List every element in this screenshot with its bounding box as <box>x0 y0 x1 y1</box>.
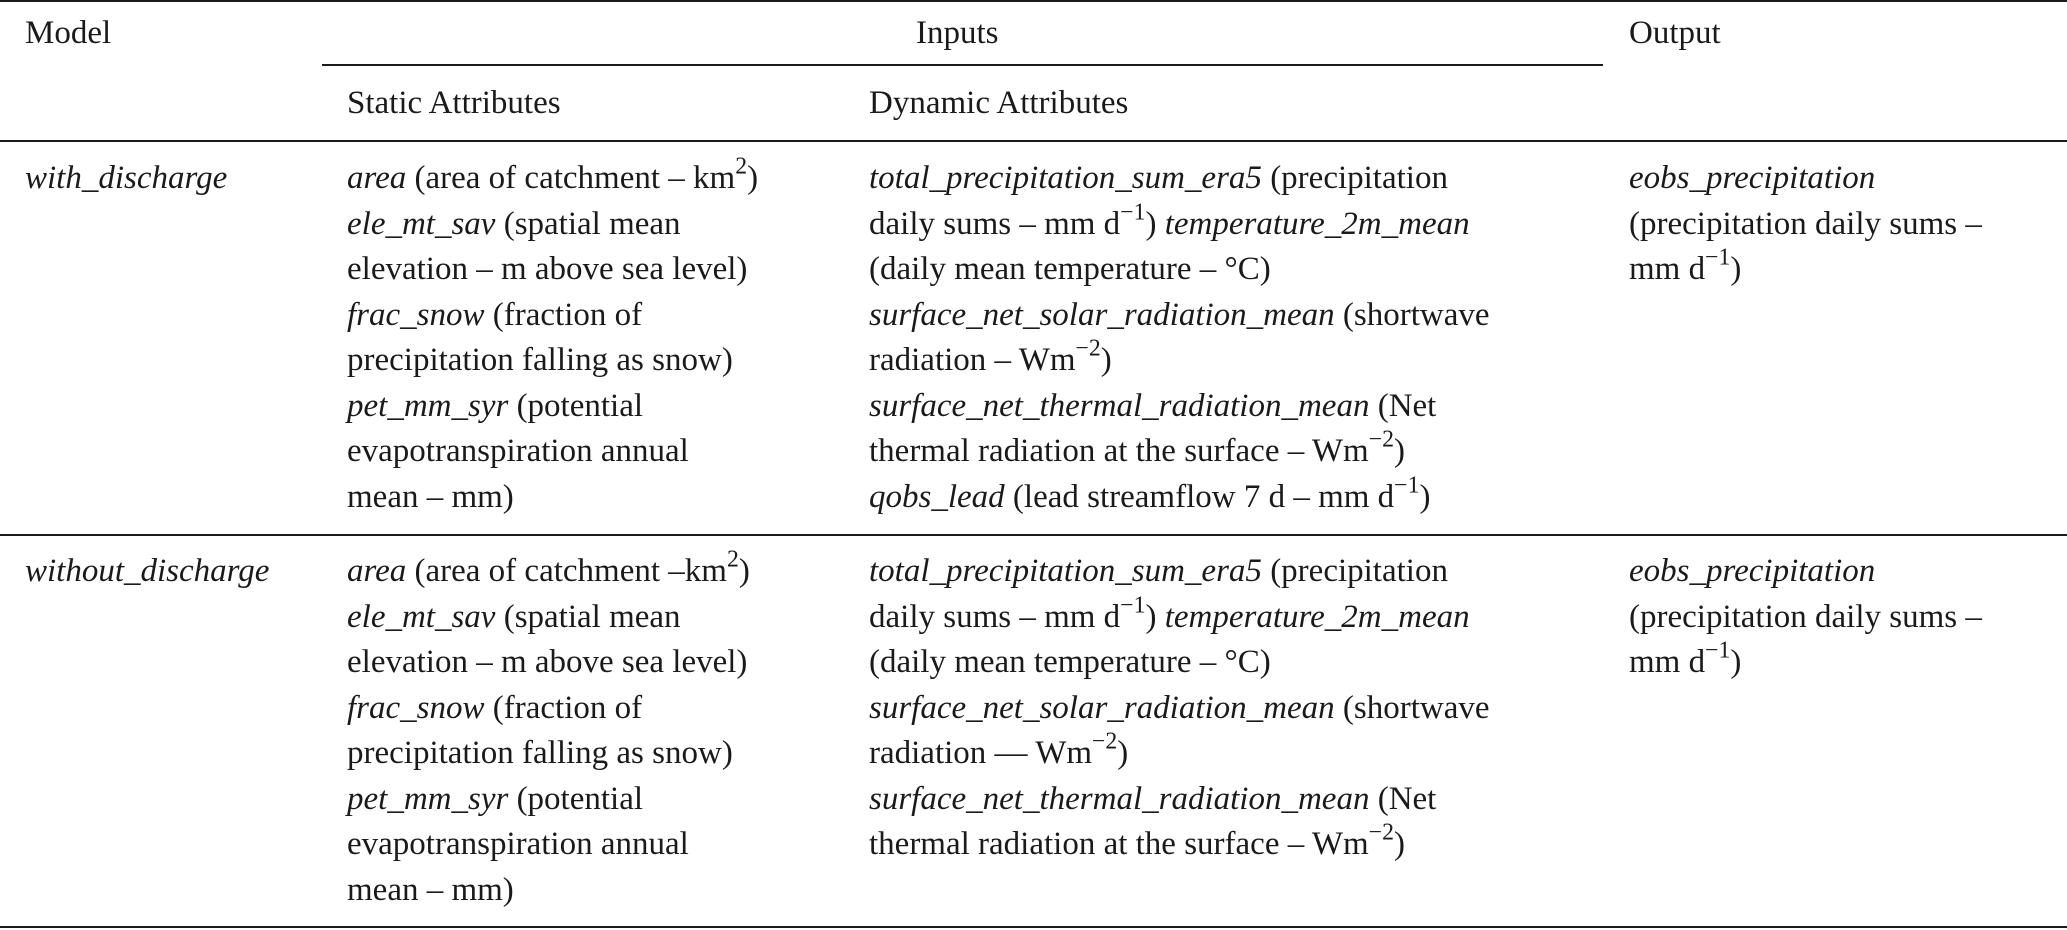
attribute-name: area <box>347 160 407 196</box>
cell-text-line <box>347 153 759 202</box>
unit-exponent: −1 <box>1394 471 1420 498</box>
dynamic-attributes-cell <box>869 549 1490 868</box>
attribute-name: frac_snow <box>347 689 485 726</box>
description-text: precipitation falling as snow) <box>347 735 733 771</box>
cell-text-line <box>347 338 758 384</box>
description-text: (precipitation daily sums – <box>1629 598 1982 635</box>
description-text: (precipitation daily sums – <box>1629 205 1982 242</box>
description-text: mean – mm) <box>347 478 514 515</box>
description-text: (precipitation <box>1261 553 1448 589</box>
attribute-name: surface_net_solar_radiation_mean <box>869 296 1335 333</box>
cell-text-line <box>347 868 750 914</box>
unit-exponent: −2 <box>1368 819 1394 846</box>
attribute-name: ele_mt_sav <box>347 205 496 242</box>
description-text: mm d <box>1629 644 1706 680</box>
description-text: (shortwave <box>1334 296 1490 333</box>
description-text: thermal radiation at the surface – Wm <box>869 826 1369 862</box>
description-text: (potential <box>508 780 644 817</box>
header-model: Model <box>25 15 112 51</box>
description-text: ) <box>1730 251 1742 287</box>
description-text: ) <box>1145 598 1165 635</box>
attribute-name: eobs_precipitation <box>1629 160 1876 196</box>
cell-text-line <box>869 471 1490 521</box>
cell-text-line <box>347 384 758 430</box>
cell-text-line <box>347 822 750 868</box>
static-attributes-cell <box>347 153 759 520</box>
cell-text-line <box>869 247 1490 293</box>
header-bottom-rule <box>0 140 2067 142</box>
description-text: (daily mean temperature – °C) <box>869 251 1271 287</box>
cell-text-line <box>869 640 1490 686</box>
cell-text-line <box>1629 595 1982 641</box>
static-attributes-cell <box>347 546 750 913</box>
unit-exponent: 2 <box>735 153 748 180</box>
description-text: (daily mean temperature – °C) <box>869 644 1271 680</box>
unit-exponent: −1 <box>1705 244 1731 271</box>
description-text: (shortwave <box>1334 689 1490 726</box>
unit-exponent: −2 <box>1092 728 1118 755</box>
unit-exponent: −1 <box>1120 591 1146 618</box>
description-text: elevation – m above sea level) <box>347 251 748 287</box>
cell-text-line <box>869 591 1490 641</box>
row-model-name: without_discharge <box>25 553 270 589</box>
cell-text-line <box>869 728 1490 777</box>
description-text: daily sums – mm d <box>869 598 1121 635</box>
description-text: mean – mm) <box>347 871 514 908</box>
attribute-name: eobs_precipitation <box>1629 553 1876 589</box>
description-text: ) <box>747 160 759 196</box>
attribute-name: frac_snow <box>347 296 485 333</box>
cell-text-line <box>1629 549 1982 595</box>
cell-text-line <box>1629 637 1982 686</box>
unit-exponent: −1 <box>1120 198 1146 225</box>
cell-text-line <box>869 426 1490 475</box>
description-text: daily sums – mm d <box>869 205 1121 242</box>
cell-text-line <box>347 546 750 595</box>
cell-text-line <box>869 198 1490 248</box>
description-text: radiation – Wm <box>869 342 1076 378</box>
description-text: (area of catchment –km <box>406 553 727 589</box>
attribute-name: total_precipitation_sum_era5 <box>869 553 1262 589</box>
attribute-name: area <box>347 553 407 589</box>
cell-text-line <box>1629 244 1982 293</box>
cell-text-line <box>347 475 758 521</box>
attribute-name: ele_mt_sav <box>347 598 496 635</box>
row-model-name: with_discharge <box>25 160 228 196</box>
cell-text-line <box>347 429 758 475</box>
attribute-name: surface_net_solar_radiation_mean <box>869 689 1335 726</box>
cell-text-line <box>347 777 750 823</box>
description-text: (spatial mean <box>495 598 681 635</box>
dynamic-attributes-cell <box>869 156 1490 520</box>
description-text: evapotranspiration annual <box>347 433 689 469</box>
cell-text-line <box>347 247 758 293</box>
cell-text-line <box>347 686 750 732</box>
attribute-name: surface_net_thermal_radiation_mean <box>869 780 1370 817</box>
cell-text-line <box>869 384 1490 430</box>
unit-exponent: −2 <box>1368 426 1394 453</box>
description-text: (area of catchment – km <box>406 160 736 196</box>
attribute-name: qobs_lead <box>869 478 1005 515</box>
description-text: thermal radiation at the surface – Wm <box>869 433 1369 469</box>
description-text: (precipitation <box>1261 160 1448 196</box>
description-text: ) <box>1419 478 1431 515</box>
unit-exponent: −1 <box>1705 637 1731 664</box>
header-output: Output <box>1629 15 1721 51</box>
unit-exponent: −2 <box>1075 335 1101 362</box>
description-text: (Net <box>1369 387 1437 424</box>
cell-text-line <box>869 549 1490 595</box>
cell-text-line <box>869 293 1490 339</box>
header-static-attributes: Static Attributes <box>347 85 561 121</box>
description-text: ) <box>1117 735 1129 771</box>
cell-text-line <box>1629 156 1982 202</box>
description-text: mm d <box>1629 251 1706 287</box>
description-text: radiation — Wm <box>869 735 1093 771</box>
cell-text-line <box>869 777 1490 823</box>
attribute-name: total_precipitation_sum_era5 <box>869 160 1262 196</box>
table-bottom-rule <box>0 926 2067 928</box>
cell-text-line <box>347 731 750 777</box>
cell-text-line <box>347 640 750 686</box>
cell-text-line <box>347 293 758 339</box>
table-top-rule <box>0 0 2067 2</box>
cell-text-line <box>869 819 1490 868</box>
inputs-span-rule <box>322 64 1603 66</box>
cell-text-line <box>1629 202 1982 248</box>
description-text: ) <box>1730 644 1742 680</box>
description-text: ) <box>1393 433 1405 469</box>
description-text: ) <box>738 553 750 589</box>
cell-text-line <box>869 686 1490 732</box>
cell-text-line <box>347 595 750 641</box>
attribute-name: pet_mm_syr <box>347 780 509 817</box>
attribute-name: temperature_2m_mean <box>1164 205 1470 242</box>
attribute-name: pet_mm_syr <box>347 387 509 424</box>
description-text: precipitation falling as snow) <box>347 342 733 378</box>
description-text: (fraction of <box>484 689 643 726</box>
header-inputs: Inputs <box>916 15 999 51</box>
attribute-name: temperature_2m_mean <box>1164 598 1470 635</box>
unit-exponent: 2 <box>726 546 739 573</box>
row-separator-rule <box>0 534 2067 536</box>
output-cell <box>1629 549 1982 686</box>
cell-text-line <box>869 335 1490 384</box>
description-text: (lead streamflow 7 d – mm d <box>1004 478 1395 515</box>
cell-text-line <box>869 156 1490 202</box>
cell-text-line <box>347 202 758 248</box>
description-text: (fraction of <box>484 296 643 333</box>
description-text: elevation – m above sea level) <box>347 644 748 680</box>
attribute-name: surface_net_thermal_radiation_mean <box>869 387 1370 424</box>
description-text: evapotranspiration annual <box>347 826 689 862</box>
description-text: (spatial mean <box>495 205 681 242</box>
description-text: ) <box>1100 342 1112 378</box>
description-text: ) <box>1145 205 1165 242</box>
description-text: (Net <box>1369 780 1437 817</box>
output-cell <box>1629 156 1982 293</box>
description-text: ) <box>1393 826 1405 862</box>
description-text: (potential <box>508 387 644 424</box>
header-dynamic-attributes: Dynamic Attributes <box>869 85 1129 121</box>
